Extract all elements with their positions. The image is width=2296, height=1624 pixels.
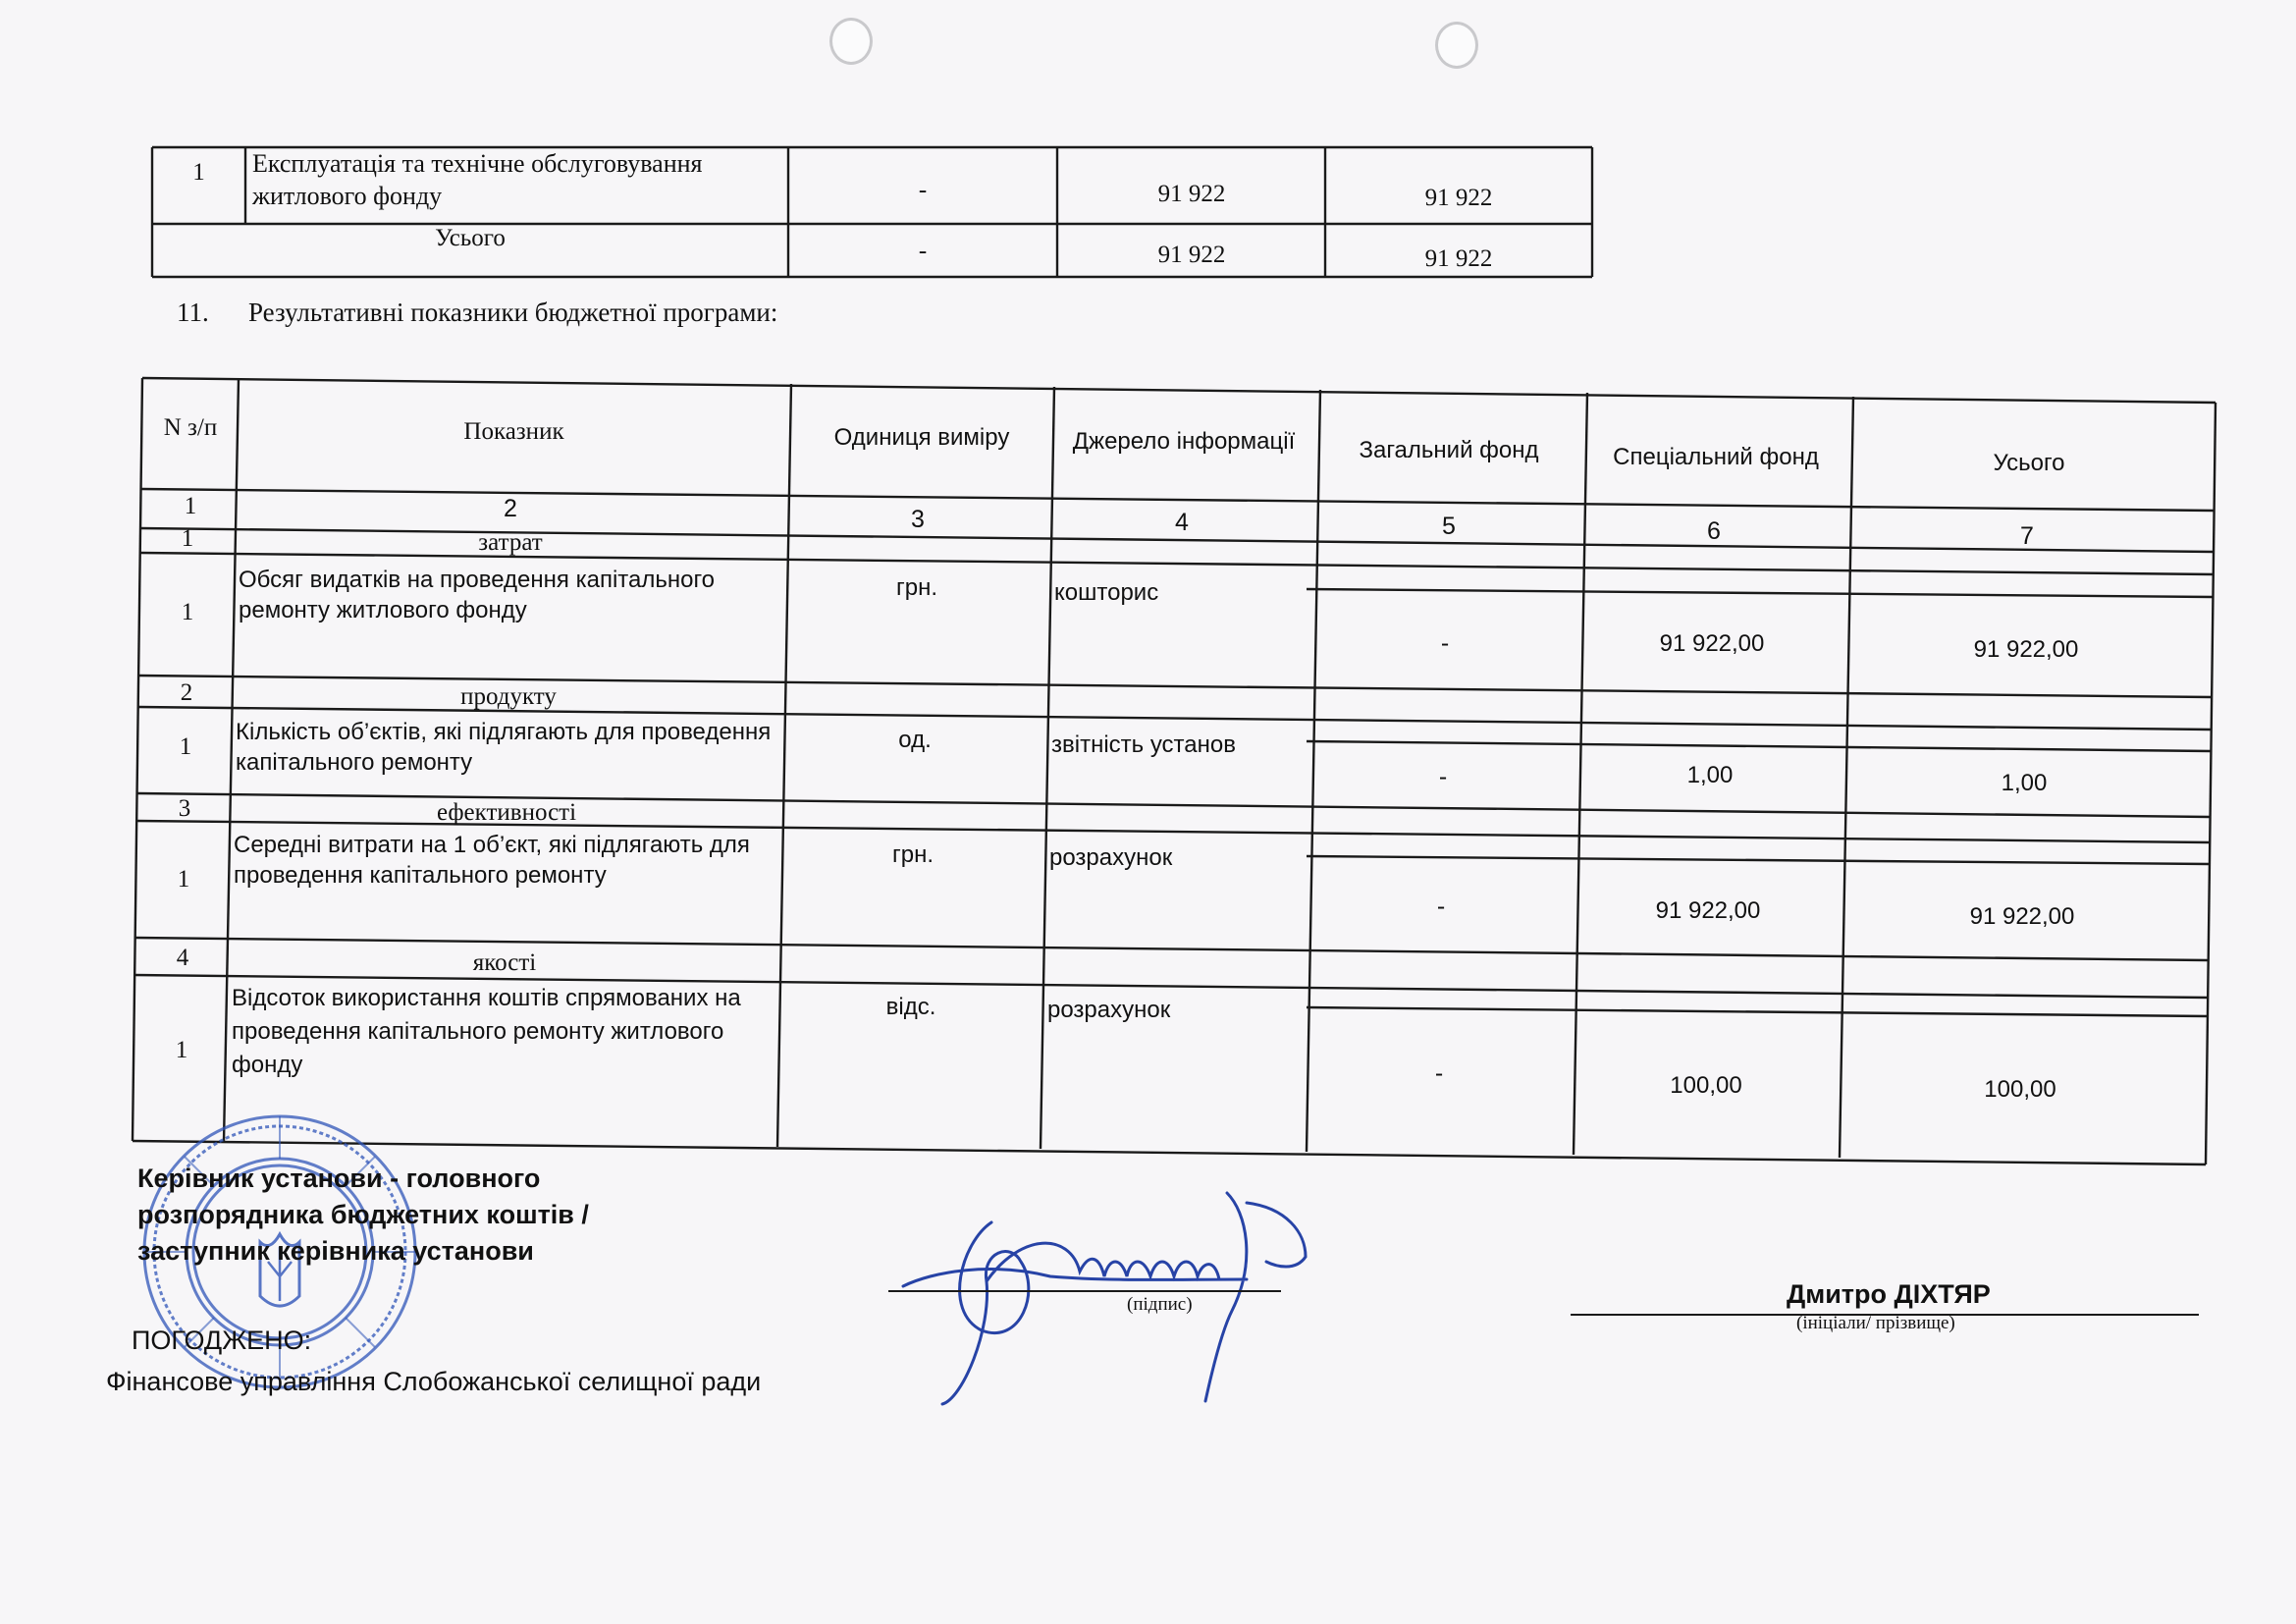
item-unit: відс. <box>885 994 936 1020</box>
signature-line <box>888 1290 1281 1292</box>
col-number: 1 <box>184 493 197 519</box>
item-total: 91 922,00 <box>1973 636 2079 663</box>
item-source: розрахунок <box>1047 997 1171 1023</box>
item-unit: од. <box>898 727 932 753</box>
top-table-row-special: 91 922 <box>1157 181 1226 207</box>
top-table-total-label: Усього <box>435 225 506 251</box>
item-name: Обсяг видатків на проведення капітального ремонту житлового фонду <box>239 567 716 623</box>
group-name: якості <box>472 949 537 976</box>
top-table-total-special: 91 922 <box>1157 242 1226 268</box>
header-unit: Одиниця виміру <box>833 424 1010 451</box>
item-unit: грн. <box>895 574 938 601</box>
item-total: 1,00 <box>2001 770 2048 796</box>
item-name: Середні витрати на 1 об’єкт, які підлягають для проведення капітального ремонту <box>234 832 750 889</box>
group-num: 1 <box>181 525 194 552</box>
item-num: 1 <box>177 866 190 893</box>
top-table-total-total: 91 922 <box>1424 245 1493 272</box>
section-number: 11. <box>177 298 209 327</box>
item-num: 1 <box>181 599 194 625</box>
group-num: 4 <box>176 945 189 971</box>
group-num: 3 <box>178 795 191 822</box>
item-special: 100,00 <box>1670 1072 1742 1099</box>
top-table-row-general: - <box>918 177 928 203</box>
name-caption: (ініціали/ прізвище) <box>1796 1313 1955 1333</box>
top-table-row-name: Експлуатація та технічне обслуговування житлового фонду <box>252 149 703 210</box>
col-number: 3 <box>911 506 925 533</box>
top-table-row-num: 1 <box>192 159 205 186</box>
item-source: кошторис <box>1054 579 1159 606</box>
col-number: 6 <box>1707 517 1721 545</box>
signer-name: Дмитро ДІХТЯР <box>1787 1279 1991 1309</box>
item-general: - <box>1434 1059 1444 1087</box>
col-number: 2 <box>504 495 517 522</box>
item-num: 1 <box>175 1037 188 1063</box>
item-source: звітність установ <box>1051 731 1236 758</box>
item-num: 1 <box>179 733 192 760</box>
group-name: ефективності <box>436 799 577 826</box>
header-source: Джерело інформації <box>1072 428 1296 455</box>
item-special: 91 922,00 <box>1659 630 1765 657</box>
top-table-row-total: 91 922 <box>1424 185 1493 211</box>
item-general: - <box>1440 629 1450 657</box>
item-general: - <box>1436 893 1446 920</box>
header-total: Усього <box>1993 450 2065 476</box>
item-general: - <box>1438 763 1448 790</box>
col-number: 4 <box>1175 509 1189 536</box>
item-source: розрахунок <box>1049 844 1173 871</box>
col-number: 7 <box>2020 522 2034 550</box>
item-name: Кількість об’єктів, які підлягають для проведення капітального ремонту <box>236 719 772 776</box>
item-special: 91 922,00 <box>1655 897 1761 924</box>
header-indicator: Показник <box>463 418 564 445</box>
header-special-fund: Спеціальний фонд <box>1613 444 1819 470</box>
header-num: N з/п <box>163 414 218 441</box>
group-name: затрат <box>478 529 543 556</box>
top-table-total-general: - <box>918 238 928 264</box>
item-total: 100,00 <box>1984 1076 2056 1103</box>
item-unit: грн. <box>891 841 934 868</box>
item-special: 1,00 <box>1686 762 1734 788</box>
col-number: 5 <box>1442 513 1456 540</box>
section-title: Результативні показники бюджетної програми: <box>248 298 778 327</box>
signature-caption: (підпис) <box>1127 1294 1193 1315</box>
agreed-org: Фінансове управління Слобожанської селищної ради <box>106 1367 762 1396</box>
header-general-fund: Загальний фонд <box>1359 437 1539 463</box>
group-name: продукту <box>460 683 557 710</box>
item-total: 91 922,00 <box>1969 903 2075 930</box>
group-num: 2 <box>180 679 193 706</box>
head-title: Керівник установи - головного розпорядника бюджетних коштів / заступник керівника установи <box>137 1164 589 1266</box>
item-name: Відсоток використання коштів спрямованих на проведення капітального ремонту житлового фонду <box>232 985 741 1078</box>
agreed-label: ПОГОДЖЕНО: <box>132 1326 312 1355</box>
